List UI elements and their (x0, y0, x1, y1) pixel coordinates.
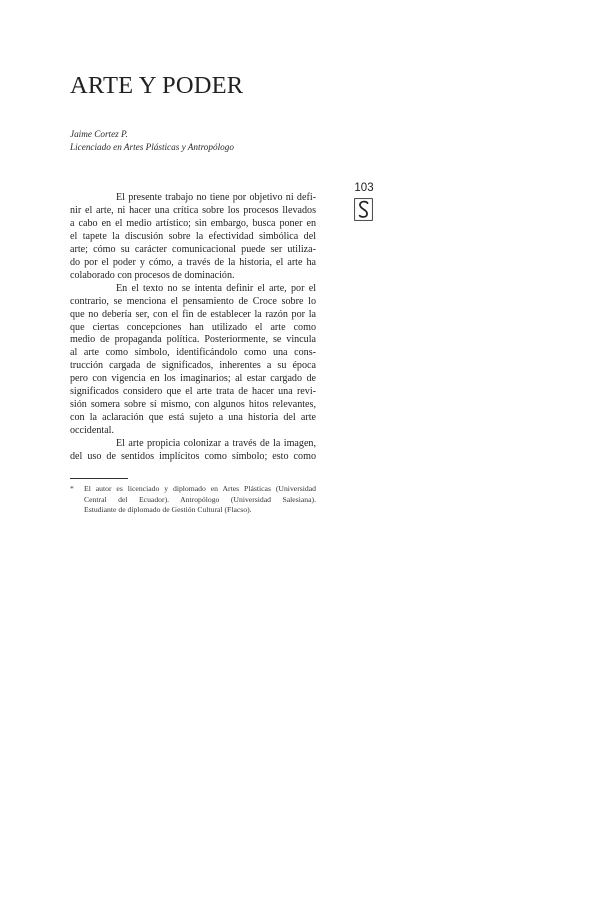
body-line: occidental. (70, 425, 114, 437)
body-line: trucción cargada de significados, inherentes a su época (70, 360, 316, 372)
body-line: do por el poder y cómo, a través de la historia, el arte ha (70, 256, 316, 268)
footnote-line: El autor es licenciado y diplomado en Artes Plásticas (Universidad (84, 484, 316, 493)
body-line: arte; cómo su carácter comunicacional puede ser utiliza- (70, 243, 316, 255)
body-line: que ciertas concepciones han utilizado el arte como (70, 321, 316, 333)
body-line: con la aclaración que está sujeto a una historia del arte (70, 412, 316, 424)
journal-logo-icon (354, 198, 373, 221)
author-name: Jaime Cortez P. (70, 129, 128, 139)
body-line: al arte como símbolo, identificándolo como una cons- (70, 347, 316, 359)
author-affiliation: Licenciado en Artes Plásticas y Antropólogo (70, 142, 234, 152)
body-line: El presente trabajo no tiene por objetivo ni defi- (116, 192, 316, 203)
body-line: significados considero que el arte trata de hacer una revi- (70, 386, 316, 398)
body-line: En el texto no se intenta definir el arte, por el (116, 282, 316, 294)
article-body (70, 192, 316, 464)
page-number: 103 (354, 182, 374, 194)
footnote-mark: * (70, 484, 74, 493)
author-block (70, 128, 234, 154)
body-line: que no debería ser, con el fin de establecer la razón por la (70, 308, 316, 320)
article-title: ARTE Y PODER (70, 72, 244, 99)
footnote-line: Central del Ecuador). Antropólogo (Universidad Salesiana). (84, 494, 316, 504)
body-line: del uso de sentidos implícitos como símbolo; esto como (70, 451, 316, 463)
body-line: pero con vigencia en los imaginarios; al estar cargado de (70, 373, 316, 385)
body-line: medio de propaganda política. Posteriormente, se vincula (70, 334, 316, 346)
body-line: el tapete la discusión sobre la efectividad simbólica del (70, 230, 316, 242)
body-line: a cabo en el medio artístico; sin embargo, busca poner en (70, 217, 316, 229)
body-line: sión somera sobre sí mismo, con algunos hitos relevantes, (70, 399, 316, 411)
body-line: contrario, se menciona el pensamiento de Croce sobre lo (70, 295, 316, 307)
body-line: El arte propicia colonizar a través de la imagen, (116, 438, 316, 450)
footnote-line: Estudiante de diplomado de Gestión Cultural (Flacso). (84, 505, 252, 515)
footnote-divider (70, 478, 128, 479)
body-line: nir el arte, ni hacer una crítica sobre los procesos llevados (70, 204, 316, 216)
body-line: colaborado con procesos de dominación. (70, 269, 235, 281)
footnote (70, 484, 316, 516)
